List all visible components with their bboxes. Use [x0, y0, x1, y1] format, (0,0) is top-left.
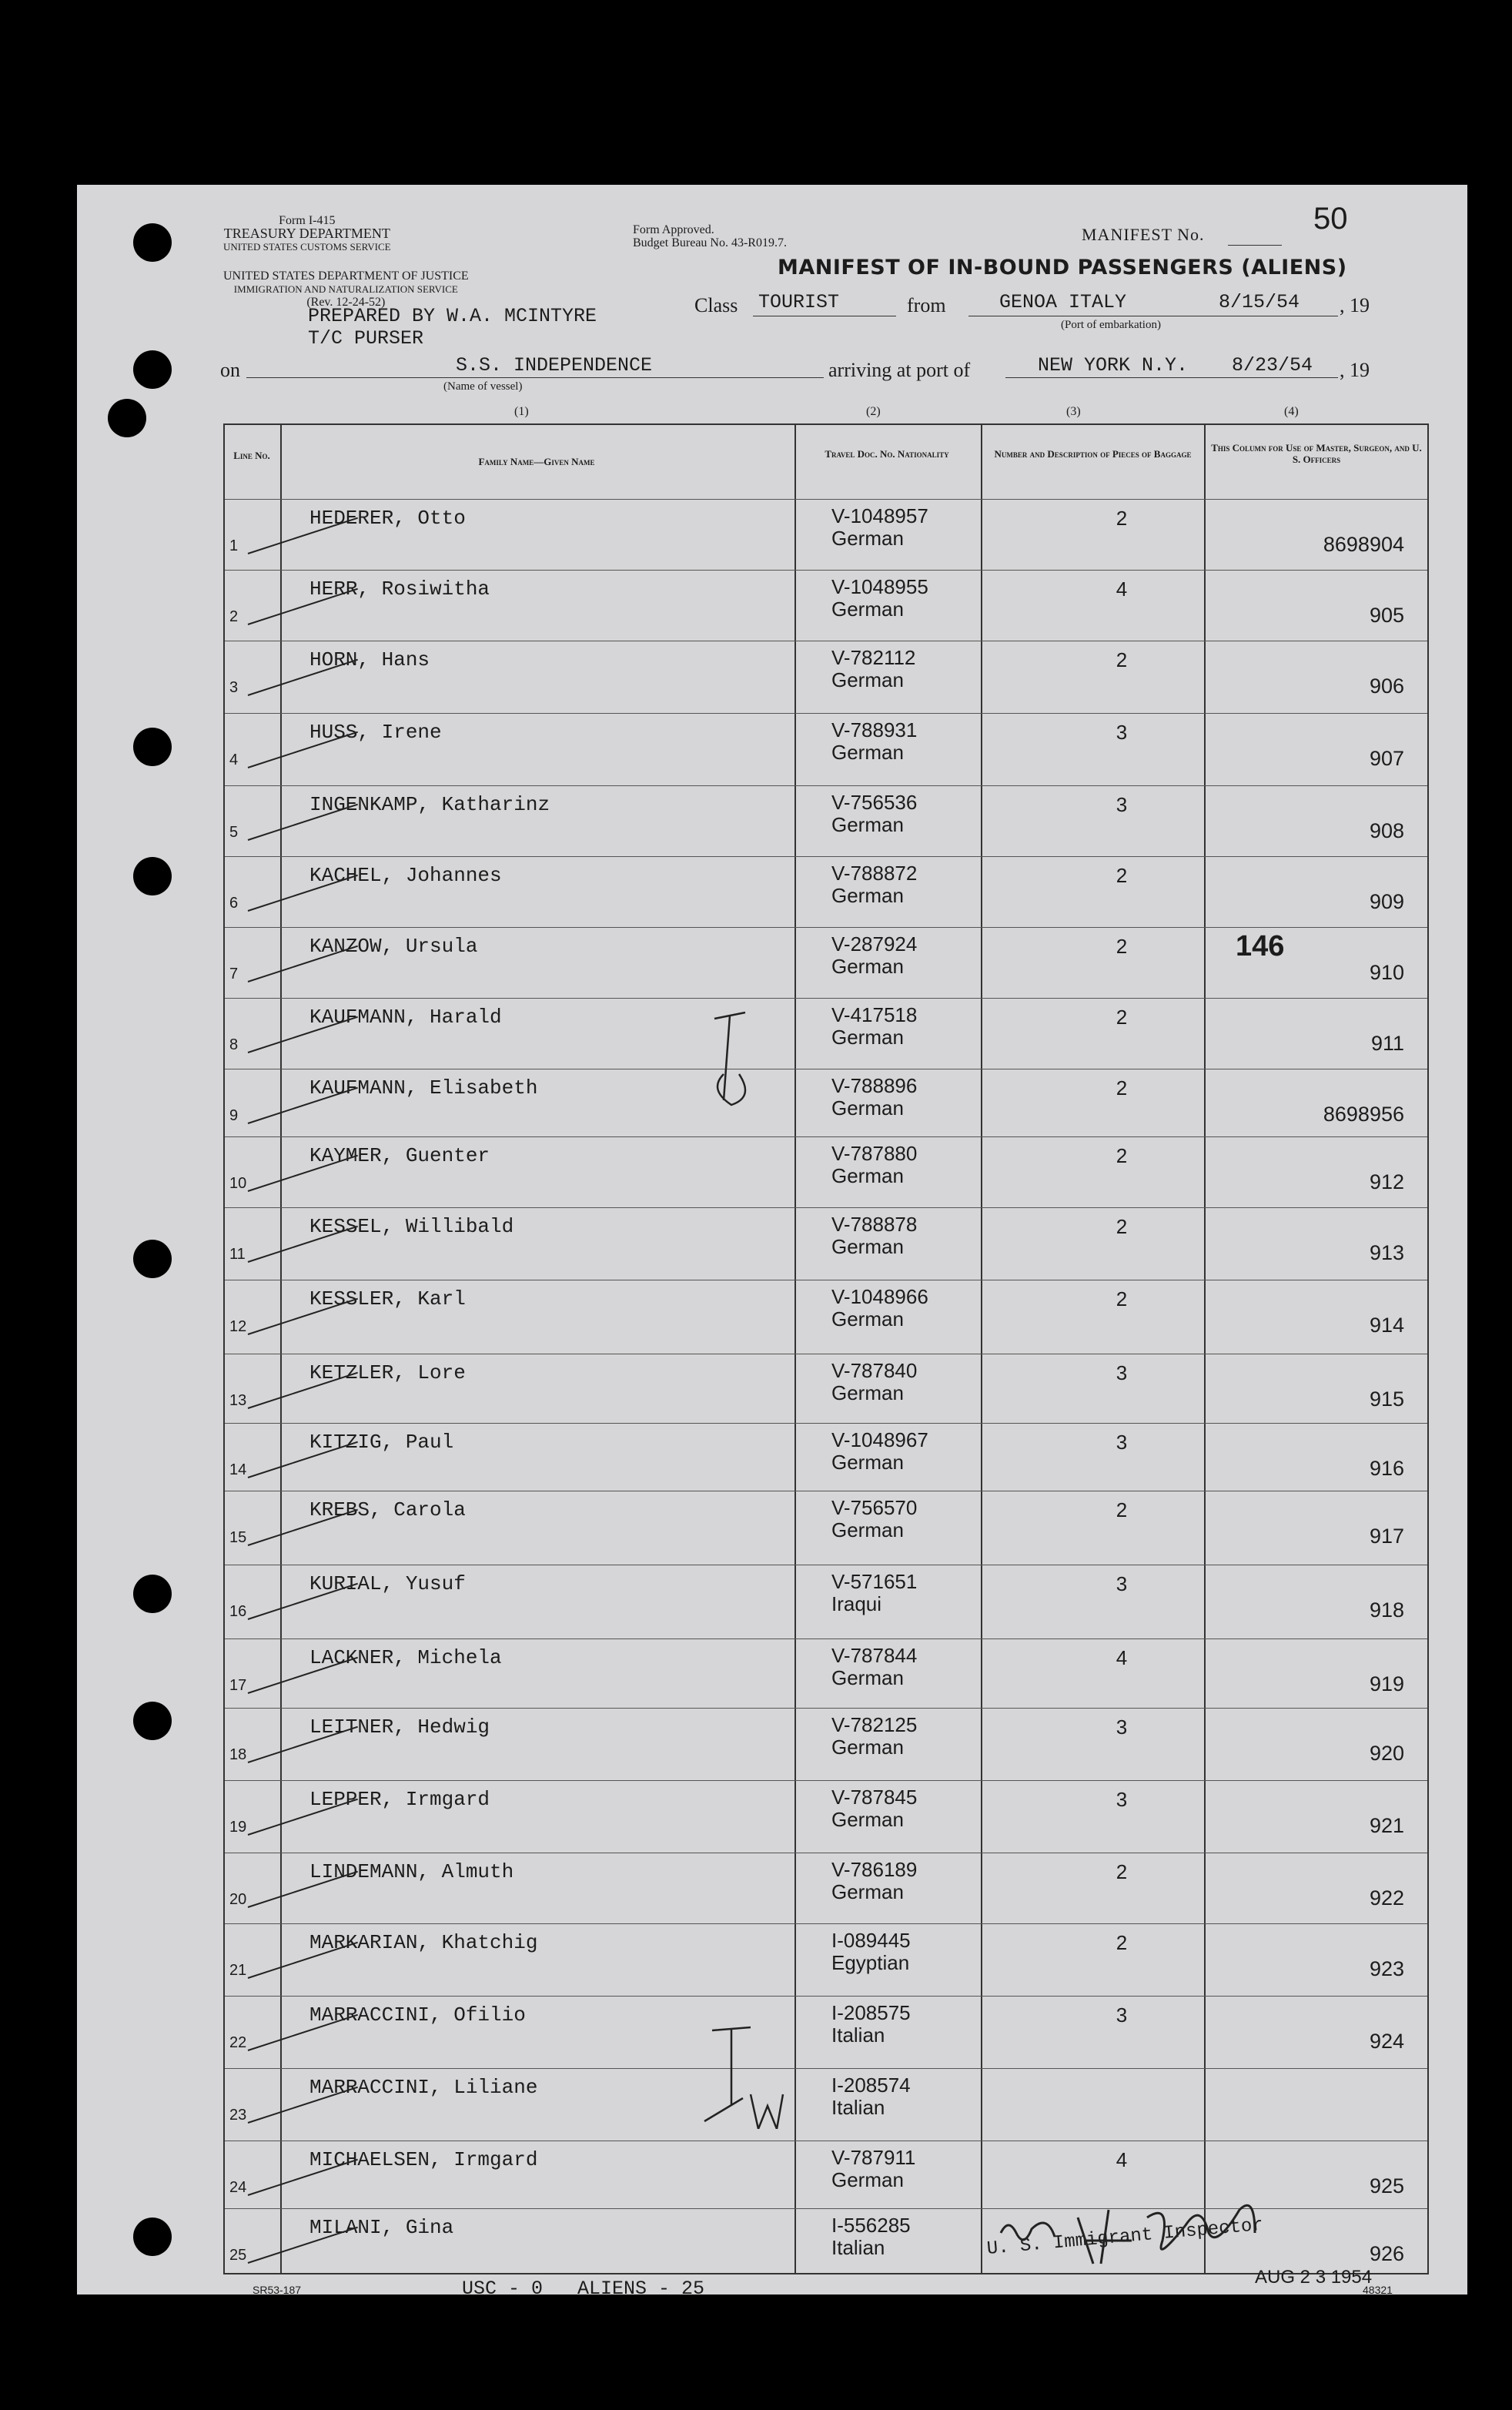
table-row	[225, 1853, 1427, 1923]
line-number: 16	[229, 1603, 247, 1620]
travel-doc	[831, 1859, 917, 1903]
ins-name: IMMIGRATION AND NATURALIZATION SERVICE	[233, 283, 458, 295]
header-doc: Travel Doc. No. Nationality	[825, 448, 949, 460]
doc-number: I-208574	[831, 2074, 911, 2097]
binder-hole	[133, 857, 172, 895]
passenger-name: MICHAELSEN, Irmgard	[309, 2148, 538, 2171]
check-mark	[248, 1799, 358, 1836]
nationality: German	[831, 813, 904, 836]
check-mark	[248, 659, 358, 696]
baggage-count: 3	[1116, 1431, 1128, 1454]
travel-doc	[831, 1004, 917, 1049]
vessel-name: S.S. INDEPENDENCE	[456, 354, 653, 377]
port-caption: (Port of embarkation)	[1061, 319, 1161, 331]
line-number: 9	[229, 1107, 239, 1124]
line-number: 13	[229, 1392, 247, 1409]
line-number: 23	[229, 2107, 247, 2124]
doc-number: V-756536	[831, 791, 918, 814]
col-num-1: (1)	[514, 405, 529, 418]
check-mark	[248, 2159, 358, 2196]
nationality: German	[831, 955, 904, 978]
binder-hole	[108, 399, 146, 437]
doc-number: V-787844	[831, 1644, 918, 1667]
nationality: German	[831, 2168, 904, 2191]
class-label: Class	[694, 294, 738, 316]
officer-number: 918	[1369, 1598, 1404, 1622]
passenger-name: MARRACCINI, Liliane	[309, 2076, 538, 2099]
nationality: German	[831, 1235, 904, 1258]
travel-doc	[831, 1213, 917, 1258]
baggage-count: 2	[1116, 507, 1128, 530]
check-mark	[248, 588, 358, 625]
passenger-name: HEDERER, Otto	[309, 507, 466, 530]
officer-number: 924	[1369, 2030, 1404, 2053]
passenger-table	[223, 423, 1429, 2274]
baggage-count: 2	[1116, 1498, 1128, 1521]
stamp-small: 48321	[1363, 2284, 1393, 2296]
table-row	[225, 1069, 1427, 1140]
table-row	[225, 998, 1427, 1069]
baggage-count: 4	[1116, 577, 1128, 601]
baggage-count: 4	[1116, 2148, 1128, 2171]
manifest-title: MANIFEST OF IN-BOUND PASSENGERS (ALIENS)	[778, 256, 1347, 279]
passenger-name: KITZIG, Paul	[309, 1431, 454, 1454]
table-row	[225, 1638, 1427, 1709]
class-value: TOURIST	[758, 291, 840, 313]
totals: USC - 0 ALIENS - 25	[462, 2278, 705, 2300]
officer-number: 914	[1369, 1314, 1404, 1337]
line-number: 21	[229, 1962, 247, 1979]
header-officers: This Column for Use of Master, Surgeon, and U. S. Officers	[1211, 442, 1422, 465]
line-number: 20	[229, 1891, 247, 1908]
officer-number: 912	[1369, 1170, 1404, 1193]
form-approved: Form Approved.	[633, 223, 714, 236]
doc-number: V-788872	[831, 862, 918, 885]
table-row	[225, 570, 1427, 641]
line-number: 2	[229, 608, 239, 625]
nationality: German	[831, 741, 904, 764]
passenger-name: LEPPER, Irmgard	[309, 1788, 490, 1811]
arrival-date: 8/23/54	[1232, 354, 1313, 377]
passenger-name: KACHEL, Johannes	[309, 864, 502, 887]
doc-number: V-786189	[831, 1858, 918, 1881]
purser: T/C PURSER	[308, 327, 424, 350]
baggage-count: 3	[1116, 793, 1128, 816]
check-mark	[248, 517, 358, 554]
revision: (Rev. 12-24-52)	[306, 296, 386, 309]
handwritten-mark	[701, 1005, 770, 1120]
table-row	[225, 1354, 1427, 1424]
travel-doc	[831, 2147, 915, 2191]
nationality: German	[831, 1026, 904, 1049]
check-mark	[248, 731, 358, 768]
line-number: 15	[229, 1529, 247, 1546]
doc-number: V-756570	[831, 1496, 918, 1519]
from-year: , 19	[1340, 294, 1370, 316]
table-row	[225, 1996, 1427, 2067]
baggage-count: 2	[1116, 1215, 1128, 1238]
travel-doc	[831, 576, 928, 621]
travel-doc	[831, 1075, 917, 1120]
manifest-number-label: MANIFEST No.	[1082, 225, 1205, 244]
check-mark	[248, 1016, 358, 1053]
table-row	[225, 1708, 1427, 1779]
nationality: German	[831, 1808, 904, 1831]
officer-number: 910	[1369, 961, 1404, 984]
nationality: German	[831, 1307, 904, 1331]
doc-number: V-1048966	[831, 1285, 928, 1308]
form-number: Form I-415	[279, 214, 336, 227]
table-row	[225, 1491, 1427, 1561]
passenger-name: KAYMER, Guenter	[309, 1144, 490, 1167]
doc-number: V-1048957	[831, 504, 928, 527]
check-mark	[248, 1657, 358, 1694]
travel-doc	[831, 1714, 917, 1759]
travel-doc	[831, 933, 917, 978]
baggage-count: 4	[1116, 1646, 1128, 1669]
travel-doc	[831, 1645, 917, 1689]
doc-number: I-089445	[831, 1929, 911, 1952]
officer-number: 916	[1369, 1457, 1404, 1480]
nationality: German	[831, 1096, 904, 1120]
header-baggage: Number and Description of Pieces of Baggage	[994, 448, 1192, 460]
header-line-no: Line No.	[233, 450, 270, 461]
travel-doc	[831, 1360, 917, 1404]
nationality: German	[831, 668, 904, 691]
table-row	[225, 785, 1427, 856]
nationality: German	[831, 1666, 904, 1689]
passenger-name: KANZOW, Ursula	[309, 935, 478, 958]
arrival-year: , 19	[1340, 359, 1370, 381]
line-number: 18	[229, 1746, 247, 1763]
vessel-caption: (Name of vessel)	[443, 380, 523, 393]
doc-number: V-1048967	[831, 1428, 928, 1451]
check-mark	[248, 1583, 358, 1620]
doc-number: V-787880	[831, 1142, 918, 1165]
from-value: GENOA ITALY	[999, 291, 1127, 313]
officer-number: 920	[1369, 1742, 1404, 1765]
table-row	[225, 2068, 1427, 2139]
prepared-by: PREPARED BY W.A. MCINTYRE	[308, 305, 597, 327]
line-number: 12	[229, 1318, 247, 1335]
check-mark	[248, 2087, 358, 2124]
officer-number: 925	[1369, 2174, 1404, 2197]
passenger-name: HUSS, Irene	[309, 721, 442, 744]
nationality: German	[831, 1451, 904, 1474]
doc-number: V-787840	[831, 1359, 918, 1382]
line-number: 3	[229, 679, 239, 696]
table-row	[225, 499, 1427, 570]
officer-number: 919	[1369, 1672, 1404, 1695]
from-label: from	[907, 294, 946, 316]
check-mark	[248, 1298, 358, 1335]
passenger-name: HERR, Rosiwitha	[309, 577, 490, 601]
travel-doc	[831, 2074, 911, 2119]
table-row	[225, 1923, 1427, 1994]
line-number: 22	[229, 2034, 247, 2051]
line-number: 4	[229, 751, 239, 768]
col-num-2: (2)	[866, 405, 881, 418]
line-number: 8	[229, 1036, 239, 1053]
line-number: 1	[229, 537, 239, 554]
doc-number: V-788931	[831, 718, 918, 741]
header-name: Family Name—Given Name	[478, 456, 595, 467]
passenger-name: LACKNER, Michela	[309, 1646, 502, 1669]
doc-number: V-787911	[831, 2146, 916, 2169]
travel-doc	[831, 1930, 911, 1974]
passenger-name: KAUFMANN, Harald	[309, 1006, 502, 1029]
check-mark	[248, 946, 358, 982]
line-number: 11	[229, 1246, 246, 1263]
passenger-name: INGENKAMP, Katharinz	[309, 793, 550, 816]
officer-number: 913	[1369, 1241, 1404, 1264]
baggage-count: 3	[1116, 721, 1128, 744]
officer-number: 926	[1369, 2242, 1404, 2265]
inspector-signature	[993, 2187, 1363, 2279]
nationality: Iraqui	[831, 1592, 882, 1615]
officer-number: 909	[1369, 890, 1404, 913]
travel-doc	[831, 2002, 911, 2047]
doj-block	[223, 269, 469, 309]
baggage-count: 3	[1116, 1572, 1128, 1595]
travel-doc	[831, 1286, 928, 1331]
doc-number: V-571651	[831, 1570, 918, 1593]
travel-doc	[831, 1571, 917, 1615]
binder-hole	[133, 1702, 172, 1740]
binder-hole	[133, 1575, 172, 1613]
travel-doc	[831, 719, 917, 764]
nationality: Italian	[831, 2096, 885, 2119]
check-mark	[248, 804, 358, 841]
col-num-4: (4)	[1284, 405, 1299, 418]
binder-hole	[133, 223, 172, 262]
nationality: German	[831, 527, 904, 550]
nationality: Italian	[831, 2023, 885, 2047]
officer-number: 923	[1369, 1957, 1404, 1980]
passenger-name: MARKARIAN, Khatchig	[309, 1931, 538, 1954]
line-number: 10	[229, 1175, 247, 1192]
baggage-count: 3	[1116, 2003, 1128, 2027]
officer-number: 917	[1369, 1525, 1404, 1548]
table-row	[225, 1207, 1427, 1278]
check-mark	[248, 1942, 358, 1979]
check-mark	[248, 1155, 358, 1192]
travel-doc	[831, 1497, 917, 1541]
line-number: 7	[229, 966, 239, 982]
passenger-name: KAUFMANN, Elisabeth	[309, 1076, 538, 1100]
passenger-name: LEITNER, Hedwig	[309, 1715, 490, 1739]
officer-number: 908	[1369, 819, 1404, 842]
officer-number: 911	[1370, 1032, 1404, 1055]
check-mark	[248, 1726, 358, 1763]
nationality: German	[831, 597, 904, 621]
customs-service: UNITED STATES CUSTOMS SERVICE	[223, 241, 391, 253]
check-mark	[248, 875, 358, 912]
line-number: 6	[229, 895, 239, 912]
line-number: 25	[229, 2247, 247, 2264]
doc-number: V-788896	[831, 1074, 918, 1097]
passenger-name: KREBS, Carola	[309, 1498, 466, 1521]
nationality: German	[831, 1880, 904, 1903]
binder-hole	[133, 2218, 172, 2256]
nationality: Egyptian	[831, 1951, 910, 1974]
line-number: 14	[229, 1461, 247, 1478]
table-row	[225, 1136, 1427, 1207]
travel-doc	[831, 1429, 928, 1474]
travel-doc	[831, 862, 917, 907]
doj-name: UNITED STATES DEPARTMENT OF JUSTICE	[223, 269, 469, 283]
baggage-count: 2	[1116, 935, 1128, 958]
nationality: German	[831, 1164, 904, 1187]
table-row	[225, 641, 1427, 711]
doc-number: V-417518	[831, 1003, 918, 1026]
arrival-port: NEW YORK N.Y.	[1038, 354, 1189, 377]
passenger-name: KESSLER, Karl	[309, 1287, 466, 1310]
baggage-count: 2	[1116, 1931, 1128, 1954]
inspector-stamp: U. S. Immigrant Inspector	[985, 2214, 1264, 2260]
doc-number: V-787845	[831, 1786, 918, 1809]
passenger-name: MARRACCINI, Ofilio	[309, 2003, 526, 2027]
travel-doc	[831, 647, 915, 691]
budget-bureau: Budget Bureau No. 43-R019.7.	[633, 236, 787, 249]
check-mark	[248, 2227, 358, 2264]
manifest-number: 50	[1313, 202, 1348, 236]
baggage-count: 3	[1116, 1715, 1128, 1739]
baggage-count: 2	[1116, 1144, 1128, 1167]
officer-number: 8698956	[1323, 1103, 1404, 1126]
officer-number: 915	[1369, 1387, 1404, 1411]
baggage-count: 3	[1116, 1788, 1128, 1811]
table-row	[225, 1280, 1427, 1351]
officer-number: 907	[1369, 747, 1404, 770]
passenger-name: KURIAL, Yusuf	[309, 1572, 466, 1595]
table-row	[225, 856, 1427, 927]
check-mark	[248, 1509, 358, 1546]
col-num-3: (3)	[1066, 405, 1081, 418]
baggage-count: 3	[1116, 1361, 1128, 1384]
check-mark	[248, 1441, 358, 1478]
date-stamp: AUG 2 3 1954	[1255, 2267, 1373, 2288]
check-mark	[248, 2014, 358, 2051]
nationality: German	[831, 884, 904, 907]
table-row	[225, 1565, 1427, 1635]
doc-number: I-556285	[831, 2214, 911, 2237]
table-row	[225, 713, 1427, 784]
doc-number: V-287924	[831, 932, 918, 956]
approval-block	[633, 223, 787, 249]
treasury-dept: TREASURY DEPARTMENT	[223, 226, 390, 241]
doc-number: V-782125	[831, 1713, 918, 1736]
baggage-count: 2	[1116, 648, 1128, 671]
travel-doc	[831, 505, 928, 550]
travel-doc	[831, 1143, 917, 1187]
baggage-count: 2	[1116, 864, 1128, 887]
stamp-146: 146	[1236, 930, 1285, 962]
form-agency-block	[223, 214, 391, 253]
travel-doc	[831, 2214, 911, 2259]
nationality: German	[831, 1518, 904, 1541]
doc-number: V-782112	[831, 646, 916, 669]
doc-number: V-1048955	[831, 575, 928, 598]
nationality: German	[831, 1381, 904, 1404]
passenger-name: LINDEMANN, Almuth	[309, 1860, 514, 1883]
baggage-count: 2	[1116, 1076, 1128, 1100]
doc-number: I-208575	[831, 2001, 911, 2024]
officer-number: 8698904	[1323, 533, 1404, 556]
baggage-count: 2	[1116, 1860, 1128, 1883]
officer-number: 905	[1369, 604, 1404, 627]
line-number: 19	[229, 1819, 247, 1836]
on-label: on	[220, 359, 240, 381]
passenger-name: MILANI, Gina	[309, 2216, 454, 2239]
travel-doc	[831, 1786, 917, 1831]
passenger-name: KETZLER, Lore	[309, 1361, 466, 1384]
nationality: German	[831, 1736, 904, 1759]
binder-hole	[133, 350, 172, 389]
travel-doc	[831, 792, 917, 836]
table-row	[225, 1423, 1427, 1494]
check-mark	[248, 1871, 358, 1908]
from-date: 8/15/54	[1219, 291, 1300, 313]
check-mark	[248, 1372, 358, 1409]
binder-hole	[133, 1240, 172, 1278]
baggage-count: 2	[1116, 1287, 1128, 1310]
baggage-count: 2	[1116, 1006, 1128, 1029]
handwritten-mark	[697, 2021, 797, 2129]
officer-number: 921	[1369, 1814, 1404, 1837]
nationality: Italian	[831, 2236, 885, 2259]
binder-hole	[133, 728, 172, 766]
line-number: 17	[229, 1677, 247, 1694]
table-row	[225, 1780, 1427, 1851]
doc-number: V-788878	[831, 1213, 918, 1236]
officer-number: 906	[1369, 674, 1404, 698]
check-mark	[248, 1087, 358, 1124]
passenger-name: KESSEL, Willibald	[309, 1215, 514, 1238]
line-number: 24	[229, 2179, 247, 2196]
arriving-label: arriving at port of	[828, 359, 971, 381]
officer-number: 922	[1369, 1886, 1404, 1910]
check-mark	[248, 1226, 358, 1263]
passenger-name: HORN, Hans	[309, 648, 430, 671]
line-number: 5	[229, 824, 239, 841]
form-code: SR53-187	[253, 2284, 302, 2296]
